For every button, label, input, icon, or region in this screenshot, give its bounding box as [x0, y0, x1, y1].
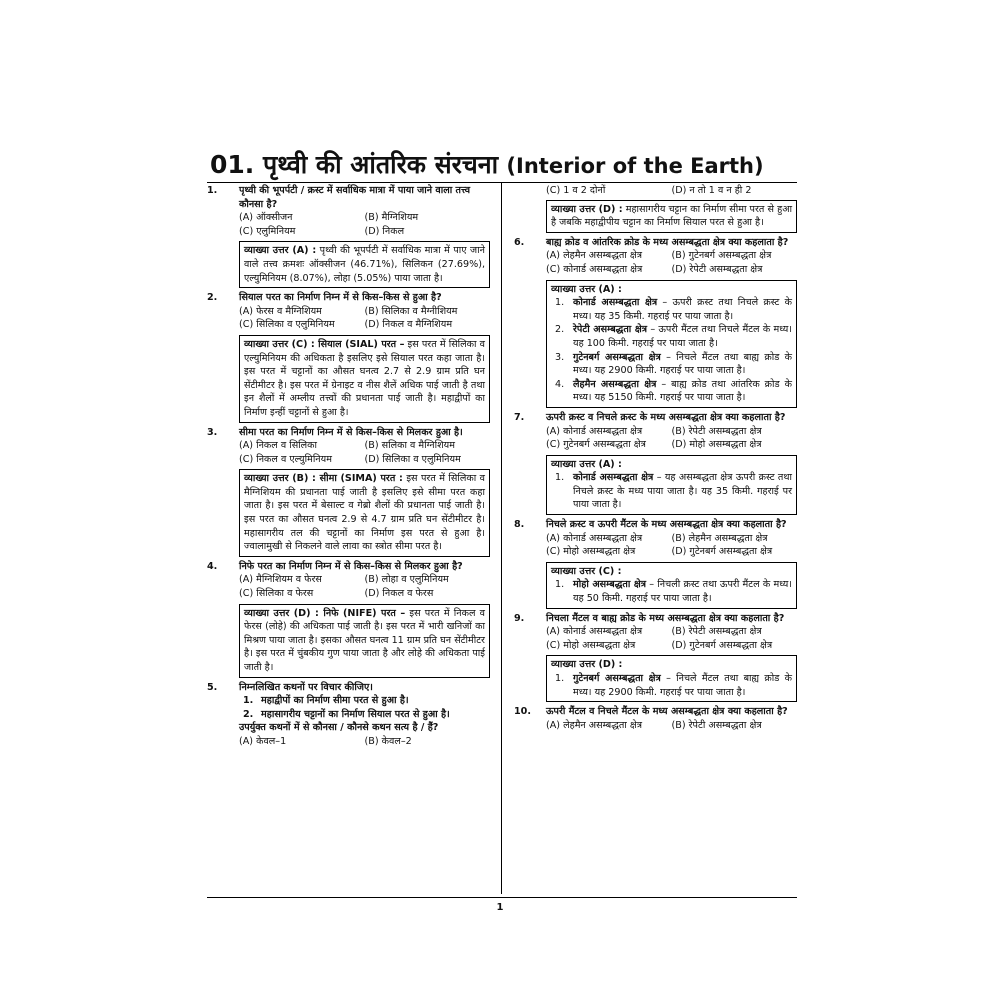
column-divider: [501, 182, 502, 894]
explanation-box-7: [546, 455, 797, 515]
question-text: सियाल परत का निर्माण निम्न में से किस–किस से हुआ है?: [239, 292, 442, 304]
option-d: (D) सिलिका व एलुमिनियम: [364, 453, 461, 465]
page-title: [210, 148, 800, 182]
point-number: 2.: [555, 324, 565, 336]
option-d: (D) गुटेनबर्ग असम्बद्धता क्षेत्र: [671, 546, 773, 558]
point-heading: गुटेनबर्ग असम्बद्धता क्षेत्र: [573, 351, 661, 363]
point-text: – निचले मैंटल तथा बाह्य क्रोड के मध्य। यह 2900 किमी. गहराई पर पाया जाता है।: [573, 351, 793, 377]
option-a: (A) लेहमैन असम्बद्धता क्षेत्र: [546, 719, 643, 731]
question-4: [207, 560, 490, 601]
point-number: 1.: [555, 673, 565, 684]
option-c: (C) मोहो असम्बद्धता क्षेत्र: [546, 546, 636, 558]
option-d: (D) मोहो असम्बद्धता क्षेत्र: [671, 439, 762, 451]
answer-label: व्याख्या उत्तर (D) : निफे (NIFE) परत –: [244, 607, 406, 619]
point-number: 1.: [555, 579, 565, 591]
explanation-text: महासागरीय चट्टान का निर्माण सीमा परत से हुआ है जबकि महाद्वीपीय चट्टान का निर्माण सियाल परत से हुआ है।: [551, 203, 792, 229]
question-number: 8.: [514, 519, 525, 531]
question-text: बाह्य क्रोड व आंतरिक क्रोड के मध्य असम्बद्धता क्षेत्र क्या कहलाता है?: [546, 236, 789, 248]
question-1: [207, 184, 490, 238]
options: [239, 211, 490, 238]
question-number: 1.: [207, 185, 218, 196]
point-heading: लैहमैन असम्बद्धता क्षेत्र: [573, 378, 657, 390]
option-c: (C) मोहो असम्बद्धता क्षेत्र: [546, 639, 636, 651]
explanation-box-8: [546, 562, 797, 609]
answer-label: व्याख्या उत्तर (D) :: [551, 659, 623, 671]
point-text: – बाह्य क्रोड तथा आंतरिक क्रोड के मध्य। यह 5150 किमी. गहराई पर पाया जाता है।: [573, 378, 793, 404]
point-number: 1.: [555, 472, 565, 484]
left-column: [207, 184, 490, 752]
options: [239, 573, 490, 600]
point-1: [551, 578, 792, 605]
point-heading: रेपेटी असम्बद्धता क्षेत्र: [573, 324, 648, 336]
explanation-text: पृथ्वी की भूपर्पटी में सर्वाधिक मात्रा में पाए जाने वाले तत्त्व क्रमशः ऑक्सीजन (46.71%), सिलिकन (27.69%), एल्युमिनियम (8.07%), लोहा (5.05%) पाया जाता है।: [244, 245, 485, 284]
point-text: – यह असम्बद्धता क्षेत्र ऊपरी क्रस्ट तथा निचले क्रस्ट के मध्य पाया जाता है। यह 35 किमी. गहराई पर पाया जाता है।: [573, 472, 792, 511]
option-b: (B) सलिका व मैग्निशियम: [364, 440, 455, 452]
option-d: (D) निकल व फेरस: [364, 588, 434, 600]
point-1: [551, 471, 792, 512]
statement-text: महासागरीय चट्टानों का निर्माण सियाल परत से हुआ है।: [261, 708, 450, 720]
options: [546, 249, 797, 276]
question-number: 3.: [207, 426, 218, 438]
point-1: [551, 296, 792, 323]
answer-label: व्याख्या उत्तर (D) :: [551, 203, 623, 215]
option-b: (B) लेहमैन असम्बद्धता क्षेत्र: [671, 532, 768, 544]
options: [239, 735, 490, 749]
options: [546, 425, 797, 452]
answer-label: व्याख्या उत्तर (A) :: [551, 283, 622, 295]
question-number: 7.: [514, 411, 525, 423]
top-rule: [207, 182, 797, 183]
answer-label: व्याख्या उत्तर (A) :: [244, 245, 317, 257]
option-a: (A) कोनार्ड असम्बद्धता क्षेत्र: [546, 626, 643, 638]
question-text: ऊपरी क्रस्ट व निचले क्रस्ट के मध्य असम्बद्धता क्षेत्र क्या कहलाता है?: [546, 411, 786, 423]
question-9: [514, 612, 797, 653]
option-a: (A) फेरस व मैग्निशियम: [239, 305, 322, 317]
option-a: (A) निकल व सिलिका: [239, 440, 318, 452]
option-d: (D) रेपेटी असम्बद्धता क्षेत्र: [671, 263, 763, 275]
option-b: (B) रेपेटी असम्बद्धता क्षेत्र: [671, 719, 762, 731]
option-c: (C) गुटेनबर्ग असम्बद्धता क्षेत्र: [546, 439, 646, 451]
explanation-text: इस परत में सिलिका व एल्युमिनियम की अधिकता है इसलिए इसे सियाल परत कहा जाता है। इस परत में चट्टानों का औसत घनत्व 2.7 से 2.9 ग्राम प्रति घन सेंटीमीटर है। इस परत में ग्रेनाइट व नीस शैलें अधिक पाई जाती है तथा इन शैलों में अम्लीय तत्त्वों की प्रधानता पाई जाती है। महाद्वीपों का निर्माण इन्हीं चट्टानों से हुआ है।: [244, 338, 485, 418]
question-text: निफे परत का निर्माण निम्न में से किस–किस से मिलकर हुआ है?: [239, 560, 463, 572]
point-text: – ऊपरी क्रस्ट तथा निचले क्रस्ट के मध्य। यह 35 किमी. गहराई पर पाया जाता है।: [573, 297, 792, 322]
option-a: (A) ऑक्सीजन: [239, 212, 293, 224]
option-a: (A) कोनार्ड असम्बद्धता क्षेत्र: [546, 532, 643, 544]
option-c: (C) सिलिका व फेरस: [239, 588, 314, 600]
question-2: [207, 291, 490, 332]
statement-text: महाद्वीपों का निर्माण सीमा परत से हुआ है।: [261, 695, 409, 707]
explanation-text: इस परत में निकल व फेरस (लोहे) की अधिकता पाई जाती है। इस परत में भारी खनिजों का मिश्रण पाया जाता है। इसका औसत घनत्व 11 ग्राम प्रति घन सेंटीमीटर है। इस परत में चुंबकीय गुण पाया जाता है और लोहे की अधिकता पाई जाती है।: [244, 607, 485, 673]
explanation-box-9: [546, 655, 797, 702]
point-number: 1.: [555, 297, 565, 309]
question-10: [514, 705, 797, 732]
statement-1: [239, 694, 490, 708]
point-number: 3.: [555, 351, 565, 363]
question-text: सीमा परत का निर्माण निम्न में से किस–किस से मिलकर हुआ है।: [239, 426, 463, 438]
question-number: 2.: [207, 292, 218, 304]
point-2: [551, 323, 792, 350]
question-6: [514, 236, 797, 277]
point-heading: मोहो असम्बद्धता क्षेत्र: [573, 579, 647, 591]
question-7: [514, 411, 797, 452]
explanation-box-3: [239, 469, 490, 557]
option-b: (B) लोहा व एलुमिनियम: [364, 574, 449, 586]
option-b: (B) रेपेटी असम्बद्धता क्षेत्र: [671, 425, 762, 437]
explanation-box-2: [239, 335, 490, 423]
statement-number: 1.: [243, 695, 254, 707]
question-text: ऊपरी मैंटल व निचले मैंटल के मध्य असम्बद्धता क्षेत्र क्या कहलाता है?: [546, 706, 788, 718]
option-b: (B) केवल–2: [364, 735, 412, 747]
point-number: 4.: [555, 378, 565, 390]
question-number: 5.: [207, 681, 218, 693]
option-c: (C) सिलिका व एलुमिनियम: [239, 319, 335, 331]
point-4: [551, 378, 792, 405]
options: [546, 625, 797, 652]
question-number: 10.: [514, 706, 531, 718]
question-number: 4.: [207, 560, 218, 572]
option-c: (C) निकल व एल्युमिनियम: [239, 453, 332, 465]
explanation-text: इस परत में सिलिका व मैग्निशियम की प्रधानता पाई जाती है इसलिए इसे सीमा परत कहा जाता है। इस परत में बेसाल्ट व गेब्रो शैलों की प्रधानता पाई जाती है। इस परत का औसत घनत्व 2.9 से 4.7 ग्राम प्रति घन सेंटीमीटर है। महासागरीय तल की चट्टानों का निर्माण इस परत से हुआ है। ज्वालामुखी से निकलने वाले लावा का स्त्रोत सीमा परत है।: [244, 473, 485, 553]
statement-number: 2.: [243, 708, 254, 720]
option-b: (B) मैग्निशियम: [364, 212, 419, 224]
point-heading: गुटेनबर्ग असम्बद्धता क्षेत्र: [573, 673, 661, 684]
point-text: – निचली क्रस्ट तथा ऊपरी मैंटल के मध्य। यह 50 किमी. गहराई पर पाया जाता है।: [573, 579, 793, 605]
answer-label: व्याख्या उत्तर (B) : सीमा (SIMA) परत :: [244, 473, 403, 485]
question-ask: उपर्युक्त कथनों में से कौनसा / कौनसे कथन सत्य है / हैं?: [239, 722, 439, 734]
option-c: (C) 1 व 2 दोनों: [546, 185, 606, 196]
option-a: (A) केवल–1: [239, 735, 287, 747]
right-column: [514, 184, 797, 735]
question-5: [207, 681, 490, 749]
question-number: 9.: [514, 612, 525, 624]
option-c: (C) कोनार्ड असम्बद्धता क्षेत्र: [546, 263, 643, 275]
option-d: (D) निकल व मैग्निशियम: [364, 319, 453, 331]
explanation-box-5: [546, 200, 797, 233]
option-b: (B) रेपेटी असम्बद्धता क्षेत्र: [671, 626, 762, 638]
question-8: [514, 518, 797, 559]
answer-label: व्याख्या उत्तर (A) :: [551, 458, 622, 470]
options: [546, 532, 797, 559]
title-english: (Interior of the Earth): [506, 154, 764, 178]
option-a: (A) मैग्निशियम व फेरस: [239, 574, 322, 586]
statement-2: [239, 708, 490, 722]
option-a: (A) लेहमैन असम्बद्धता क्षेत्र: [546, 250, 643, 262]
point-heading: कोनार्ड असम्बद्धता क्षेत्र: [573, 297, 658, 309]
options: [546, 719, 797, 733]
answer-label: व्याख्या उत्तर (C) : सियाल (SIAL) परत –: [244, 338, 405, 350]
question-text: निचला मैंटल व बाह्य क्रोड के मध्य असम्बद्धता क्षेत्र क्या कहलाता है?: [546, 612, 785, 624]
option-d: (D) निकल: [364, 225, 405, 237]
option-b: (B) गुटेनबर्ग असम्बद्धता क्षेत्र: [671, 250, 772, 262]
option-d: (D) गुटेनबर्ग असम्बद्धता क्षेत्र: [671, 639, 773, 651]
answer-label: व्याख्या उत्तर (C) :: [551, 565, 622, 577]
options: [239, 439, 490, 466]
option-c: (C) एलुमिनियम: [239, 225, 296, 237]
explanation-box-4: [239, 604, 490, 678]
question-text: पृथ्वी की भूपर्पटी / क्रस्ट में सर्वाधिक मात्रा में पाया जाने वाला तत्त्व कौनसा है?: [239, 185, 471, 210]
title-hindi: 01. पृथ्वी की आंतरिक संरचना: [210, 150, 499, 179]
question-number: 6.: [514, 236, 525, 248]
option-b: (B) सिलिका व मैग्नीशियम: [364, 305, 458, 317]
option-a: (A) कोनार्ड असम्बद्धता क्षेत्र: [546, 425, 643, 437]
question-text: निचले क्रस्ट व ऊपरी मैंटल के मध्य असम्बद्धता क्षेत्र क्या कहलाता है?: [546, 519, 787, 531]
question-5-options-continued: [514, 184, 797, 198]
options: [239, 305, 490, 332]
bottom-rule: [207, 897, 797, 898]
explanation-box-6: [546, 280, 797, 408]
page-number: 1: [496, 902, 504, 913]
point-3: [551, 351, 792, 378]
question-3: [207, 426, 490, 467]
option-d: (D) न तो 1 व न ही 2: [671, 185, 752, 196]
point-heading: कोनार्ड असम्बद्धता क्षेत्र: [573, 472, 654, 484]
point-text: – निचले मैंटल तथा बाह्य क्रोड के मध्य। यह 2900 किमी. गहराई पर पाया जाता है।: [573, 673, 793, 698]
point-text: – ऊपरी मैंटल तथा निचले मैंटल के मध्य। यह 100 किमी. गहराई पर पाया जाता है।: [573, 324, 793, 349]
point-1: [551, 672, 792, 699]
question-text: निम्नलिखित कथनों पर विचार कीजिए।: [239, 681, 373, 693]
explanation-box-1: [239, 241, 490, 288]
